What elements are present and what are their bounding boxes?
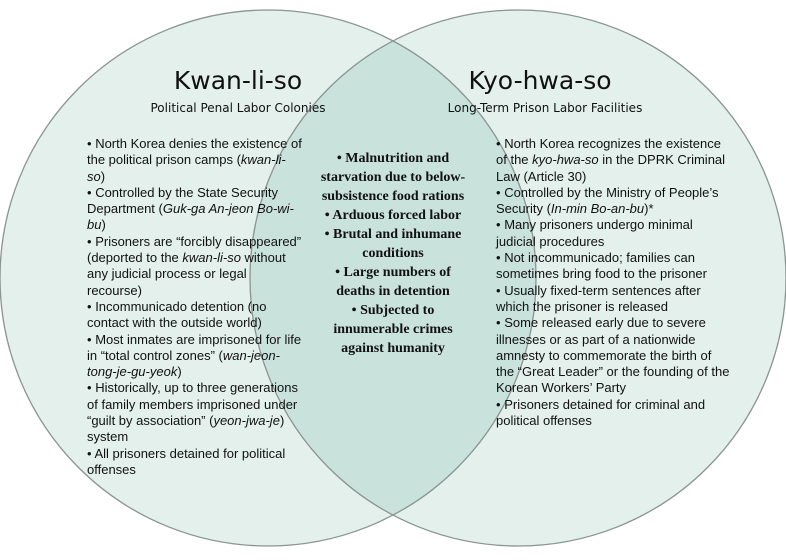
bullet-icon: •	[496, 184, 501, 200]
bullet-icon: •	[87, 445, 92, 461]
left-list-item: • Incommunicado detention (no contact with the outside world)	[87, 298, 267, 331]
right-list-item: • North Korea recognizes the existence of the kyo-hwa-so in the DPRK Criminal Law (Article 30)	[496, 136, 726, 184]
left-subtitle: Political Penal Labor Colonies	[150, 101, 326, 115]
left-title: Kwan-li-so	[173, 66, 303, 95]
right-list	[496, 136, 730, 429]
bullet-icon: •	[87, 136, 92, 151]
center-list-item: • Large numbers of deaths in detention	[335, 265, 451, 299]
left-list-item: • Most inmates are imprisoned for life in “total control zones” (wan-jeon-tong-je-gu-yeok)	[87, 331, 302, 380]
bullet-icon: •	[496, 217, 501, 233]
bullet-icon: •	[336, 151, 342, 166]
center-list-item: • Subjected to innumerable crimes against humanity	[333, 303, 453, 356]
right-list-item: • Usually fixed-term sentences after which the prisoner is released	[496, 282, 701, 314]
bullet-icon: •	[87, 331, 92, 347]
bullet-icon: •	[87, 184, 92, 200]
bullet-icon: •	[324, 208, 330, 223]
center-list-item: • Brutal and inhumane conditions	[324, 227, 462, 261]
left-list-item: • Prisoners are “forcibly disappeared” (deported to the kwan-li-so without any judicial process or legal recourse)	[87, 233, 302, 298]
right-list-item: • Controlled by the Ministry of People’s Security (In-min Bo-an-bu)*	[496, 184, 719, 217]
left-list	[87, 136, 303, 478]
right-list-item: • Not incommunicado; families can sometimes bring food to the prisoner	[496, 250, 707, 282]
left-list-item: • All prisoners detained for political offenses	[87, 445, 286, 477]
center-list	[320, 149, 466, 358]
bullet-icon: •	[324, 227, 330, 242]
bullet-icon: •	[496, 282, 501, 298]
bullet-icon: •	[335, 265, 341, 280]
right-list-item: • Many prisoners undergo minimal judicial procedures	[496, 217, 693, 249]
center-list-item: • Malnutrition and starvation due to below-subsistence food rations	[320, 151, 466, 204]
right-list-item: • Some released early due to severe illnesses or as part of a nationwide amnesty to commemorate the birth of the “Great Leader” or the founding of the Korean Workers’ Party	[496, 315, 730, 396]
bullet-icon: •	[87, 298, 92, 314]
bullet-icon: •	[496, 136, 501, 151]
center-list-item: • Arduous forced labor	[324, 208, 462, 223]
right-title: Kyo-hwa-so	[468, 66, 612, 95]
bullet-icon: •	[87, 380, 92, 396]
bullet-icon: •	[496, 315, 501, 331]
bullet-icon: •	[351, 303, 357, 318]
left-list-item: • Controlled by the State Security Department (Guk-ga An-jeon Bo-wi-bu)	[87, 184, 294, 233]
bullet-icon: •	[496, 250, 501, 266]
bullet-icon: •	[87, 233, 92, 249]
left-list-item: • Historically, up to three generations of family members imprisoned under “guilt by association” (yeon-jwa-je) system	[87, 380, 298, 445]
left-list-item: • North Korea denies the existence of the political prison camps (kwan-li-so)	[87, 136, 302, 184]
right-list-item: • Prisoners detained for criminal and political offenses	[496, 396, 706, 429]
bullet-icon: •	[496, 396, 501, 412]
right-subtitle: Long-Term Prison Labor Facilities	[447, 101, 643, 115]
